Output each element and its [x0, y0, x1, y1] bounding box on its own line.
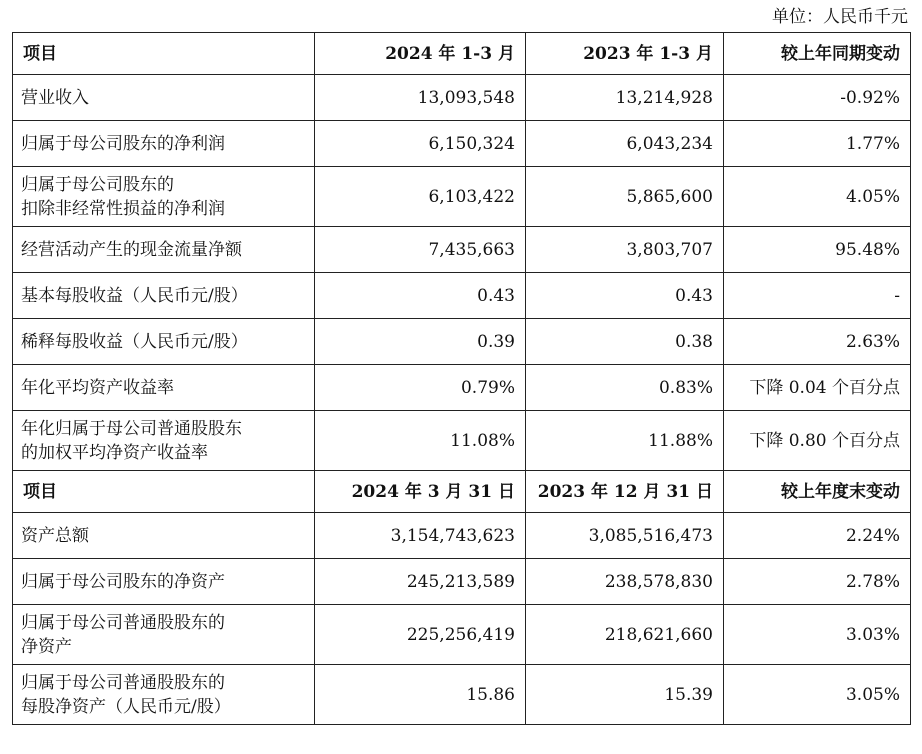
value-change: 3.03%	[724, 605, 911, 665]
value-current: 6,150,324	[315, 121, 526, 167]
value-current: 15.86	[315, 665, 526, 725]
value-prior: 13,214,928	[526, 75, 724, 121]
row-label: 基本每股收益（人民币元/股）	[13, 273, 315, 319]
value-current: 0.39	[315, 319, 526, 365]
row-label-line: 每股净资产（人民币元/股）	[21, 696, 231, 717]
row-label: 营业收入	[13, 75, 315, 121]
value-prior: 0.83%	[526, 365, 724, 411]
table-row	[13, 559, 911, 605]
header-item: 项目	[13, 471, 315, 513]
table-row	[13, 121, 911, 167]
row-label-line: 的加权平均净资产收益率	[21, 442, 208, 463]
header-prior-date: 2023 年 12 月 31 日	[526, 471, 724, 513]
table-row	[13, 411, 911, 471]
table-row	[13, 605, 911, 665]
header-current-date: 2024 年 3 月 31 日	[315, 471, 526, 513]
header-current-period: 2024 年 1-3 月	[315, 33, 526, 75]
value-change: 95.48%	[724, 227, 911, 273]
value-prior: 5,865,600	[526, 167, 724, 227]
value-prior: 15.39	[526, 665, 724, 725]
value-current: 0.79%	[315, 365, 526, 411]
row-label	[13, 605, 315, 665]
value-prior: 0.43	[526, 273, 724, 319]
row-label: 归属于母公司股东的净资产	[13, 559, 315, 605]
header-item: 项目	[13, 33, 315, 75]
value-change: 下降 0.80 个百分点	[724, 411, 911, 471]
value-prior: 11.88%	[526, 411, 724, 471]
value-change: 下降 0.04 个百分点	[724, 365, 911, 411]
table-row	[13, 167, 911, 227]
table-row	[13, 365, 911, 411]
row-label-line: 归属于母公司普通股股东的	[21, 612, 225, 633]
header-change: 较上年同期变动	[724, 33, 911, 75]
row-label: 经营活动产生的现金流量净额	[13, 227, 315, 273]
table-row	[13, 665, 911, 725]
value-prior: 0.38	[526, 319, 724, 365]
row-label: 资产总额	[13, 513, 315, 559]
row-label	[13, 411, 315, 471]
value-current: 0.43	[315, 273, 526, 319]
row-label-line: 净资产	[21, 636, 72, 657]
value-current: 3,154,743,623	[315, 513, 526, 559]
value-change: 2.24%	[724, 513, 911, 559]
value-current: 7,435,663	[315, 227, 526, 273]
value-prior: 218,621,660	[526, 605, 724, 665]
value-current: 13,093,548	[315, 75, 526, 121]
table-row	[13, 513, 911, 559]
value-current: 225,256,419	[315, 605, 526, 665]
row-label: 稀释每股收益（人民币元/股）	[13, 319, 315, 365]
row-label: 年化平均资产收益率	[13, 365, 315, 411]
header-prior-period: 2023 年 1-3 月	[526, 33, 724, 75]
unit-note: 单位：人民币千元	[772, 7, 908, 27]
value-change: 2.63%	[724, 319, 911, 365]
table-header-row	[13, 471, 911, 513]
row-label-line: 归属于母公司股东的	[21, 174, 174, 195]
header-change: 较上年度末变动	[724, 471, 911, 513]
row-label	[13, 665, 315, 725]
value-change: 1.77%	[724, 121, 911, 167]
row-label-line: 扣除非经常性损益的净利润	[21, 198, 225, 219]
value-change: 2.78%	[724, 559, 911, 605]
value-current: 6,103,422	[315, 167, 526, 227]
value-prior: 3,085,516,473	[526, 513, 724, 559]
value-prior: 238,578,830	[526, 559, 724, 605]
table-row	[13, 273, 911, 319]
value-change: -0.92%	[724, 75, 911, 121]
value-current: 245,213,589	[315, 559, 526, 605]
row-label-line: 归属于母公司普通股股东的	[21, 672, 225, 693]
value-change: 3.05%	[724, 665, 911, 725]
value-change: 4.05%	[724, 167, 911, 227]
row-label-line: 年化归属于母公司普通股股东	[21, 418, 242, 439]
value-current: 11.08%	[315, 411, 526, 471]
table-header-row	[13, 33, 911, 75]
financial-summary-table	[12, 32, 911, 725]
row-label	[13, 167, 315, 227]
row-label: 归属于母公司股东的净利润	[13, 121, 315, 167]
value-change: -	[724, 273, 911, 319]
value-prior: 6,043,234	[526, 121, 724, 167]
table-row	[13, 319, 911, 365]
table-row	[13, 75, 911, 121]
value-prior: 3,803,707	[526, 227, 724, 273]
table-row	[13, 227, 911, 273]
